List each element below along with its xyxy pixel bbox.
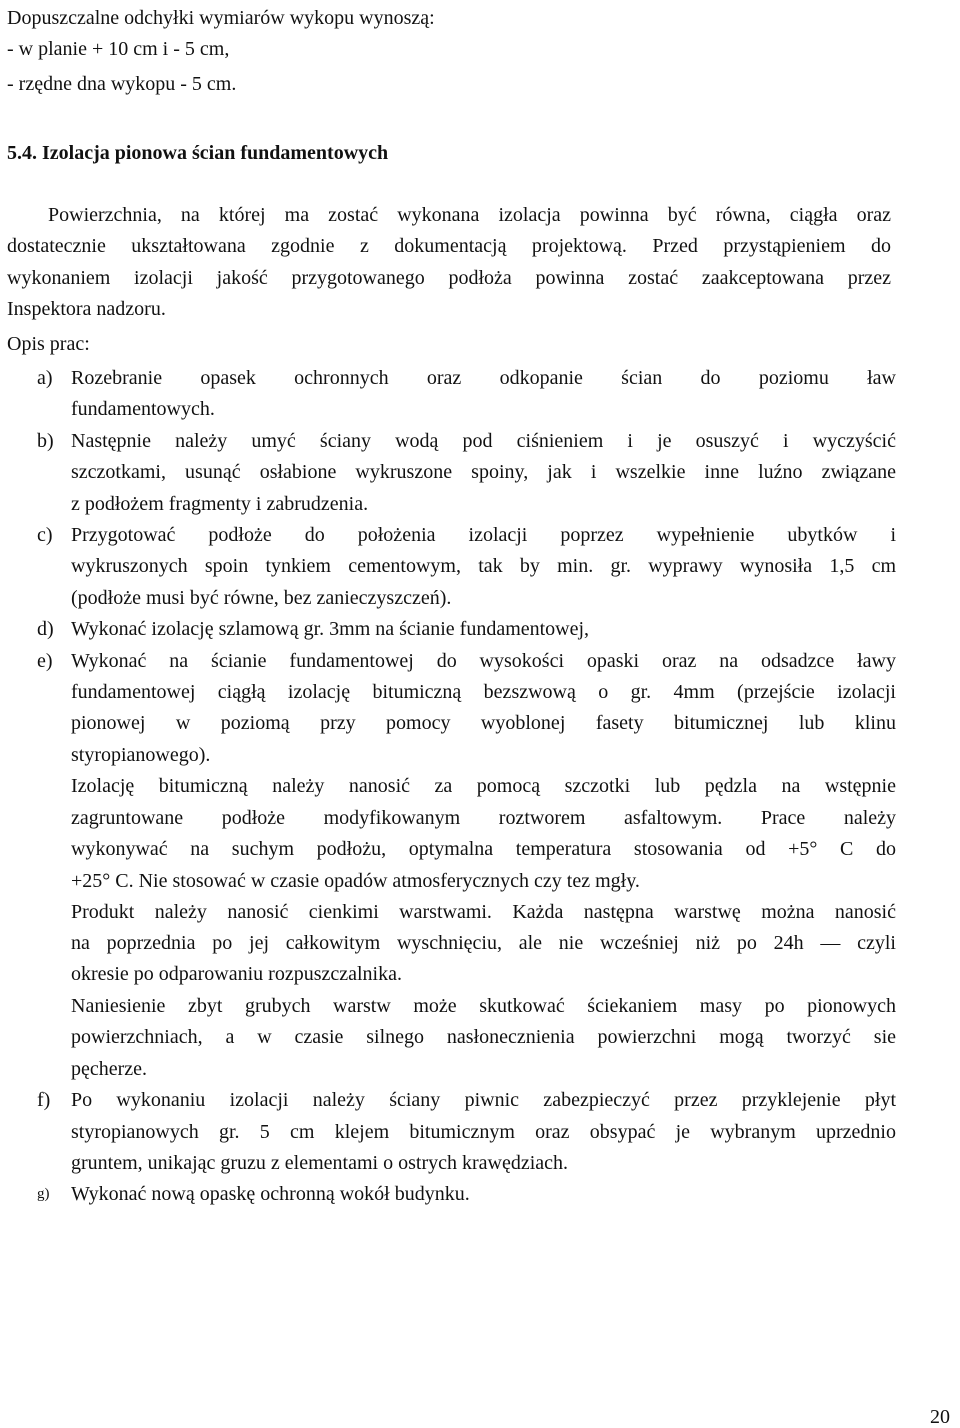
list-item-line: Wykonać izolację szlamową gr. 3mm na ścianie fundamentowej,: [71, 618, 590, 640]
paragraph-line: Powierzchnia, na której ma zostać wykonana izolacja powinna być równa, ciągła oraz: [48, 204, 891, 226]
list-item-line: z podłożem fragmenty i zabrudzenia.: [71, 493, 369, 515]
list-item-line: +25° C. Nie stosować w czasie opadów atmosferycznych czy tez mgły.: [71, 870, 640, 892]
works-label: Opis prac:: [7, 333, 90, 355]
tolerance-item: - w planie + 10 cm i - 5 cm,: [7, 38, 230, 60]
list-item-line: gruntem, unikając gruzu z elementami o ostrych krawędziach.: [71, 1152, 569, 1174]
list-label: f): [37, 1089, 51, 1111]
page-number: 20: [930, 1406, 950, 1428]
tolerances-intro: Dopuszczalne odchyłki wymiarów wykopu wynoszą:: [7, 7, 435, 29]
list-item-line: styropianowych gr. 5 cm klejem bitumicznym oraz obsypać je wybranym uprzednio: [71, 1121, 896, 1143]
list-item-line: pęcherze.: [71, 1058, 148, 1080]
list-item-line: Izolację bitumiczną należy nanosić za pomocą szczotki lub pędzla na wstępnie: [71, 775, 896, 797]
list-label: g): [37, 1186, 50, 1202]
list-item-line: powierzchniach, a w czasie silnego nasłonecznienia powierzchni mogą tworzyć sie: [71, 1026, 896, 1048]
list-item-line: Wykonać nową opaskę ochronną wokół budynku.: [71, 1183, 470, 1205]
list-item-line: (podłoże musi być równe, bez zanieczyszczeń).: [71, 587, 452, 609]
list-item-line: na poprzednia po jej całkowitym wyschnięciu, ale nie wcześniej niż po 24h — czyli: [71, 932, 896, 954]
list-label: b): [37, 430, 54, 452]
list-label: a): [37, 367, 53, 389]
list-item-line: Po wykonaniu izolacji należy ściany piwnic zabezpieczyć przez przyklejenie płyt: [71, 1089, 896, 1111]
list-label: e): [37, 650, 53, 672]
section-heading: 5.4. Izolacja pionowa ścian fundamentowych: [7, 142, 389, 164]
list-item-line: wykruszonych spoin tynkiem cementowym, tak by min. gr. wyprawy wynosiła 1,5 cm: [71, 555, 896, 577]
list-item-line: szczotkami, usunąć osłabione wykruszone spoiny, jak i wszelkie inne luźno związane: [71, 461, 896, 483]
paragraph-line: Inspektora nadzoru.: [7, 298, 166, 320]
list-item-line: Naniesienie zbyt grubych warstw może skutkować ściekaniem masy po pionowych: [71, 995, 896, 1017]
list-item-line: fundamentowej ciągłą izolację bitumiczną bezszwową o gr. 4mm (przejście izolacji: [71, 681, 896, 703]
list-item-line: fundamentowych.: [71, 398, 215, 420]
paragraph-line: wykonaniem izolacji jakość przygotowanego podłoża powinna zostać zaakceptowana przez: [7, 267, 891, 289]
tolerance-item: - rzędne dna wykopu - 5 cm.: [7, 73, 237, 95]
list-item-line: Wykonać na ścianie fundamentowej do wysokości opaski oraz na odsadzce ławy: [71, 650, 896, 672]
list-item-line: zagruntowane podłoże modyfikowanym roztworem asfaltowym. Prace należy: [71, 807, 896, 829]
list-label: c): [37, 524, 53, 546]
paragraph-line: dostatecznie ukształtowana zgodnie z dokumentacją projektową. Przed przystąpieniem do: [7, 235, 891, 257]
list-item-line: wykonywać na suchym podłożu, optymalna temperatura stosowania od +5° C do: [71, 838, 896, 860]
list-item-line: Produkt należy nanosić cienkimi warstwami. Każda następna warstwę można nanosić: [71, 901, 896, 923]
list-item-line: pionowej w poziomą przy pomocy wyoblonej fasety bitumicznej lub klinu: [71, 712, 896, 734]
list-item-line: Następnie należy umyć ściany wodą pod ciśnieniem i je osuszyć i wyczyścić: [71, 430, 896, 452]
list-item-line: Przygotować podłoże do położenia izolacji poprzez wypełnienie ubytków i: [71, 524, 896, 546]
list-item-line: Rozebranie opasek ochronnych oraz odkopanie ścian do poziomu ław: [71, 367, 896, 389]
list-label: d): [37, 618, 54, 640]
list-item-line: styropianowego).: [71, 744, 211, 766]
list-item-line: okresie po odparowaniu rozpuszczalnika.: [71, 963, 402, 985]
